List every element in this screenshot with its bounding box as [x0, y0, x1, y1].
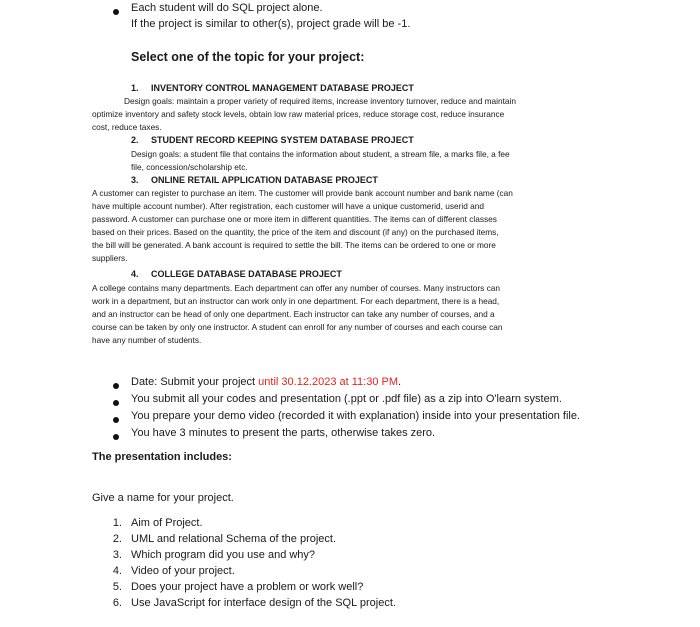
topic-3-line: suppliers. — [92, 253, 128, 263]
bullet-dot — [113, 383, 119, 389]
select-topic-heading: Select one of the topic for your project: — [131, 50, 365, 64]
topic-3-line: A customer can register to purchase an item. The customer will provide bank account number and bank name (can — [92, 188, 513, 198]
topic-3-line: password. A customer can purchase one or more item in different quantities. The items can of different classes — [92, 214, 497, 224]
presentation-item-number: 6. — [112, 597, 122, 609]
topic-1-number: 1. — [131, 83, 139, 93]
top-bullet-line2: If the project is similar to other(s), project grade will be -1. — [131, 18, 411, 30]
presentation-item-number: 2. — [112, 533, 122, 545]
deadline-bullet — [131, 375, 401, 390]
topic-4-line: and an instructor can be head of only one department. Each instructor can take any number of courses, and a — [92, 309, 495, 319]
topic-4-title: COLLEGE DATABASE DATABASE PROJECT — [151, 269, 342, 279]
presentation-item: Aim of Project. — [131, 517, 203, 529]
topic-4-line: A college contains many departments. Each department can offer any number of courses. Many instructors can — [92, 283, 500, 293]
presentation-item-number: 5. — [112, 581, 122, 593]
topic-2-line: Design goals: a student file that contains the information about student, a stream file, a marks file, a fee — [131, 149, 510, 159]
topic-4-line: have any number of students. — [92, 335, 202, 345]
info-bullet-video: You prepare your demo video (recorded it with explanation) inside into your presentation file. — [131, 410, 581, 422]
presentation-item-number: 1. — [112, 517, 122, 529]
give-name-text: Give a name for your project. — [92, 492, 234, 504]
topic-3-number: 3. — [131, 175, 139, 185]
info-bullet-time: You have 3 minutes to present the parts, otherwise takes zero. — [131, 427, 436, 439]
bullet-dot — [113, 400, 119, 406]
presentation-item: UML and relational Schema of the project. — [131, 533, 337, 545]
presentation-item-number: 4. — [112, 565, 122, 577]
topic-1-title: INVENTORY CONTROL MANAGEMENT DATABASE PROJECT — [151, 83, 414, 93]
topic-1-line: cost, reduce taxes. — [92, 122, 162, 132]
presentation-item: Does your project have a problem or work well? — [131, 581, 364, 593]
deadline-prefix: Date: Submit your project — [131, 376, 259, 388]
topic-3-line: the bill will be generated. A bank account is required to settle the bill. The items can be ordered to one or more — [92, 240, 496, 250]
bullet-dot — [113, 434, 119, 440]
deadline-suffix: . — [398, 376, 402, 388]
topic-3-line: based on their prices. Based on the quantity, the price of the item and discount (if any) on the purchased items, — [92, 227, 499, 237]
topic-2-line: file, concession/scholarship etc. — [131, 162, 248, 172]
top-bullet-line1: Each student will do SQL project alone. — [131, 2, 323, 14]
info-bullet-submit: You submit all your codes and presentation (.ppt or .pdf file) as a zip into O'learn system. — [131, 393, 562, 405]
topic-1-line: Design goals: maintain a proper variety of required items, increase inventory turnover, reduce and maintain — [124, 96, 517, 106]
topic-4-line: work in a department, but an instructor can work only in one department. For each department, there is a head, — [92, 296, 500, 306]
topic-3-title: ONLINE RETAIL APPLICATION DATABASE PROJECT — [151, 175, 378, 185]
topic-2-number: 2. — [131, 135, 139, 145]
presentation-item-number: 3. — [112, 549, 122, 561]
bullet-dot — [113, 417, 119, 423]
presentation-item: Use JavaScript for interface design of the SQL project. — [131, 597, 396, 609]
presentation-item: Video of your project. — [131, 565, 235, 577]
topic-2-title: STUDENT RECORD KEEPING SYSTEM DATABASE PROJECT — [151, 135, 414, 145]
presentation-item: Which program did you use and why? — [131, 549, 316, 561]
topic-3-line: have multiple account number). After registration, each customer will have a unique customerid, userid and — [92, 201, 484, 211]
topic-4-number: 4. — [131, 269, 139, 279]
bullet-dot — [113, 9, 119, 15]
deadline-date: until 30.12.2023 at 11:30 PM — [258, 376, 399, 388]
topic-1-line: optimize inventory and safety stock levels, obtain low raw material prices, reduce storage cost, reduce insurance — [92, 109, 505, 119]
presentation-heading: The presentation includes: — [92, 451, 232, 463]
topic-4-line: course can be taken by only one instructor. A student can enroll for any number of courses and each course can — [92, 322, 503, 332]
